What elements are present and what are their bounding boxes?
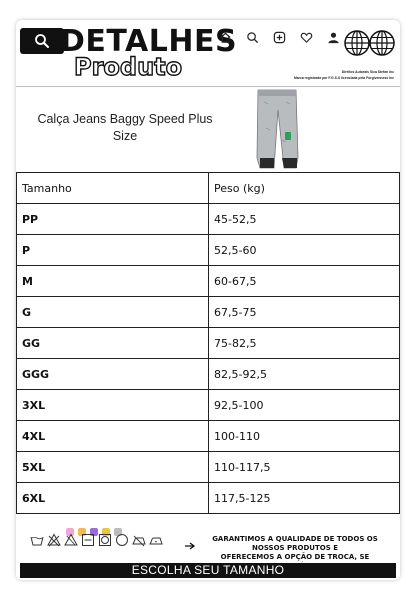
weight-cell: 67,5-75	[209, 297, 400, 328]
table-row	[17, 235, 400, 266]
weight-cell: 92,5-100	[209, 390, 400, 421]
page-subtitle: Produto	[74, 53, 183, 81]
size-cell: 4XL	[17, 421, 209, 452]
weight-cell: 100-110	[209, 421, 400, 452]
size-cell: 5XL	[17, 452, 209, 483]
search-icon[interactable]	[245, 30, 259, 44]
iron-icon	[132, 533, 146, 547]
wash-icon	[30, 533, 44, 547]
table-header-row	[17, 173, 400, 204]
dry-flat-icon	[81, 533, 95, 547]
dry-clean-icon	[115, 533, 129, 547]
weight-cell: 52,5-60	[209, 235, 400, 266]
guarantee-line: OFERECEMOS A OPÇÃO DE TROCA, SE	[220, 553, 370, 561]
weight-cell: 82,5-92,5	[209, 359, 400, 390]
weight-cell: 60-67,5	[209, 266, 400, 297]
size-cell: P	[17, 235, 209, 266]
table-row	[17, 266, 400, 297]
size-cell: 6XL	[17, 483, 209, 514]
trademark-line: Marca registrada por F.G.S.S licenciada pela Forgivenness Inc	[293, 76, 394, 80]
table-row	[17, 483, 400, 514]
guarantee-line: GARANTIMOS A QUALIDADE DE TODOS OS NOSSOS PRODUTOS E	[212, 535, 378, 552]
table-row	[17, 390, 400, 421]
table-row	[17, 452, 400, 483]
size-cell: PP	[17, 204, 209, 235]
arrow-right-icon	[184, 541, 196, 551]
copyright-line: Direitos Autorais Sica Stefan Inc	[341, 70, 394, 74]
size-cell: 3XL	[17, 390, 209, 421]
copyright-notice	[294, 69, 394, 81]
size-guide-card	[16, 20, 400, 580]
globe-icon	[369, 30, 395, 56]
page-title: DETALHES	[60, 24, 238, 59]
product-name: Calça Jeans Baggy Speed Plus Size	[37, 112, 213, 143]
globe-icon	[344, 30, 370, 56]
iron-icon	[149, 533, 163, 547]
size-cell: G	[17, 297, 209, 328]
care-instructions	[30, 533, 163, 547]
add-icon[interactable]	[272, 30, 286, 44]
size-cell: M	[17, 266, 209, 297]
user-icon[interactable]	[326, 30, 340, 44]
heart-icon[interactable]	[299, 30, 313, 44]
table-row	[17, 359, 400, 390]
search-button[interactable]	[20, 28, 64, 54]
header-weight: Peso (kg)	[209, 173, 400, 204]
table-row	[17, 297, 400, 328]
no-bleach-icon	[47, 533, 61, 547]
tumble-dry-icon	[98, 533, 112, 547]
table-row	[17, 421, 400, 452]
header-size: Tamanho	[17, 173, 209, 204]
product-image	[252, 88, 302, 170]
choose-size-button[interactable]: ESCOLHA SEU TAMANHO	[20, 563, 396, 578]
weight-cell: 117,5-125	[209, 483, 400, 514]
size-cell: GG	[17, 328, 209, 359]
weight-cell: 75-82,5	[209, 328, 400, 359]
weight-cell: 45-52,5	[209, 204, 400, 235]
home-icon[interactable]	[218, 30, 232, 44]
header-divider	[16, 86, 400, 87]
search-icon	[34, 33, 50, 49]
weight-cell: 110-117,5	[209, 452, 400, 483]
table-row	[17, 328, 400, 359]
no-bleach-icon	[64, 533, 78, 547]
nav-icon-bar	[218, 30, 340, 44]
table-row	[17, 204, 400, 235]
size-cell: GGG	[17, 359, 209, 390]
size-chart-table	[16, 172, 400, 514]
